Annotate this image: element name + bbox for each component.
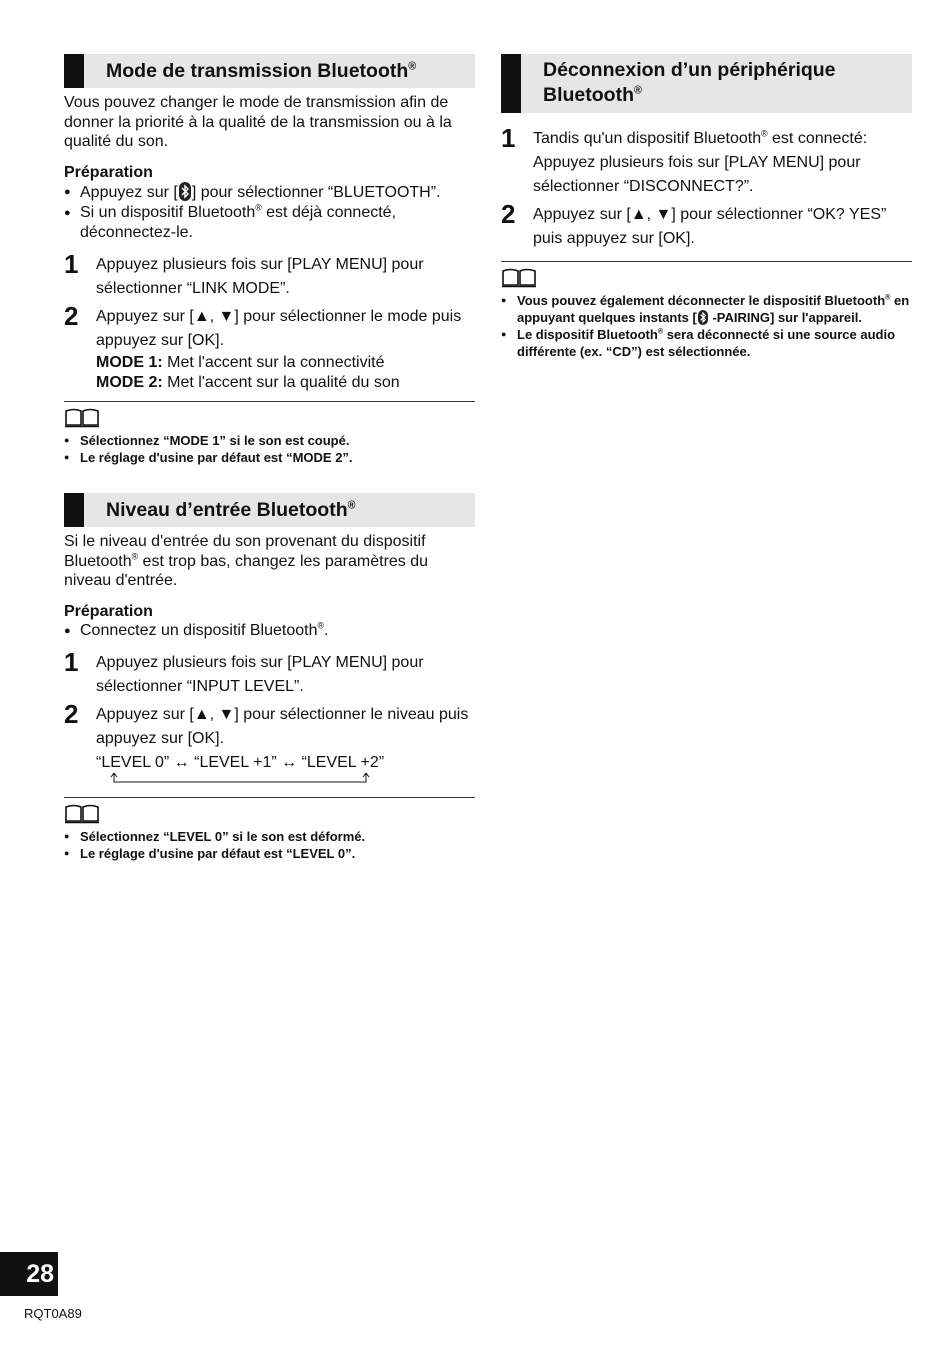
section-title: Mode de transmission Bluetooth® bbox=[106, 59, 417, 82]
section-title: Niveau d’entrée Bluetooth® bbox=[106, 498, 356, 521]
document-code: RQT0A89 bbox=[24, 1306, 82, 1321]
level-sequence: “LEVEL 0” ↔ “LEVEL +1” ↔ “LEVEL +2” bbox=[96, 751, 475, 785]
step-number: 1 bbox=[501, 123, 516, 153]
section-title: Déconnexion d’un périphérique Bluetooth® bbox=[543, 59, 836, 106]
book-note-icon bbox=[64, 804, 100, 824]
step-number: 2 bbox=[64, 699, 79, 729]
bluetooth-icon bbox=[179, 182, 191, 201]
preparation-item: ● Appuyez sur [ ] pour sélectionner “BLUETOOTH”. bbox=[64, 182, 475, 203]
header-bar bbox=[64, 493, 84, 527]
step-2: 2 Appuyez sur [▲, ▼] pour sélectionner le mode puis appuyez sur [OK]. MODE 1: Met l'accent sur la connectivité MODE 2: Met l'accent sur la qualité du son bbox=[64, 305, 475, 393]
left-column bbox=[64, 54, 475, 862]
header-bar bbox=[501, 54, 521, 113]
page-number: 28 bbox=[0, 1252, 58, 1296]
note-list bbox=[64, 432, 475, 466]
note-item: ● Vous pouvez également déconnecter le dispositif Bluetooth® en appuyant quelques instants [ -PAIRING] sur l'appareil. bbox=[501, 292, 912, 326]
step-number: 2 bbox=[64, 301, 79, 331]
step-2: 2 Appuyez sur [▲, ▼] pour sélectionner “OK? YES” puis appuyez sur [OK]. bbox=[501, 199, 887, 247]
note-box bbox=[64, 401, 475, 466]
step-2: 2 Appuyez sur [▲, ▼] pour sélectionner le niveau puis appuyez sur [OK]. “LEVEL 0” ↔ “LEVEL +1” ↔ “LEVEL +2” bbox=[64, 703, 475, 785]
section-header-disconnect bbox=[501, 54, 912, 113]
note-item: ● Le dispositif Bluetooth® sera déconnecté si une source audio différente (ex. “CD”) est sélectionnée. bbox=[501, 326, 912, 360]
section-header-transmission-mode bbox=[64, 54, 475, 88]
step-number: 1 bbox=[64, 647, 79, 677]
section-intro: Si le niveau d'entrée du son provenant du dispositif Bluetooth® est trop bas, changez les paramètres du niveau d'entrée. bbox=[64, 533, 429, 589]
note-item: ● Sélectionnez “LEVEL 0” si le son est déformé. bbox=[64, 828, 475, 845]
section-intro: Vous pouvez changer le mode de transmission afin de donner la priorité à la qualité de la transmission ou à la qualité du son. bbox=[64, 94, 452, 150]
bluetooth-icon bbox=[698, 310, 708, 325]
note-item: ● Sélectionnez “MODE 1” si le son est coupé. bbox=[64, 432, 475, 449]
step-1: 1 Appuyez plusieurs fois sur [PLAY MENU] pour sélectionner “LINK MODE”. bbox=[64, 249, 424, 297]
loop-arrow-icon bbox=[96, 773, 376, 785]
step-1: 1 Tandis qu'un dispositif Bluetooth® est connecté: Appuyez plusieurs fois sur [PLAY MENU] pour sélectionner “DISCONNECT?”. bbox=[501, 123, 868, 195]
mode-1-description: MODE 1: Met l'accent sur la connectivité bbox=[96, 354, 385, 371]
preparation-list bbox=[64, 621, 475, 641]
book-note-icon bbox=[501, 268, 537, 288]
step-1: 1 Appuyez plusieurs fois sur [PLAY MENU] pour sélectionner “INPUT LEVEL”. bbox=[64, 647, 424, 695]
note-item: ● Le réglage d'usine par défaut est “MODE 2”. bbox=[64, 449, 475, 466]
preparation-item: ● Connectez un dispositif Bluetooth®. bbox=[64, 621, 475, 641]
book-note-icon bbox=[64, 408, 100, 428]
note-list bbox=[501, 292, 912, 360]
mode-2-description: MODE 2: Met l'accent sur la qualité du son bbox=[96, 374, 400, 391]
preparation-item: ● Si un dispositif Bluetooth® est déjà connecté, déconnectez-le. bbox=[64, 203, 475, 243]
preparation-title: Préparation bbox=[64, 163, 153, 181]
step-number: 2 bbox=[501, 199, 516, 229]
step-number: 1 bbox=[64, 249, 79, 279]
steps-list bbox=[64, 249, 475, 393]
header-bar bbox=[64, 54, 84, 88]
note-box bbox=[501, 261, 912, 360]
note-list bbox=[64, 828, 475, 862]
preparation-list bbox=[64, 182, 475, 243]
preparation-title: Préparation bbox=[64, 602, 153, 620]
steps-list bbox=[64, 647, 475, 785]
right-column bbox=[501, 54, 912, 360]
note-item: ● Le réglage d'usine par défaut est “LEVEL 0”. bbox=[64, 845, 475, 862]
section-header-input-level bbox=[64, 493, 475, 527]
steps-list bbox=[501, 123, 912, 251]
note-box bbox=[64, 797, 475, 862]
